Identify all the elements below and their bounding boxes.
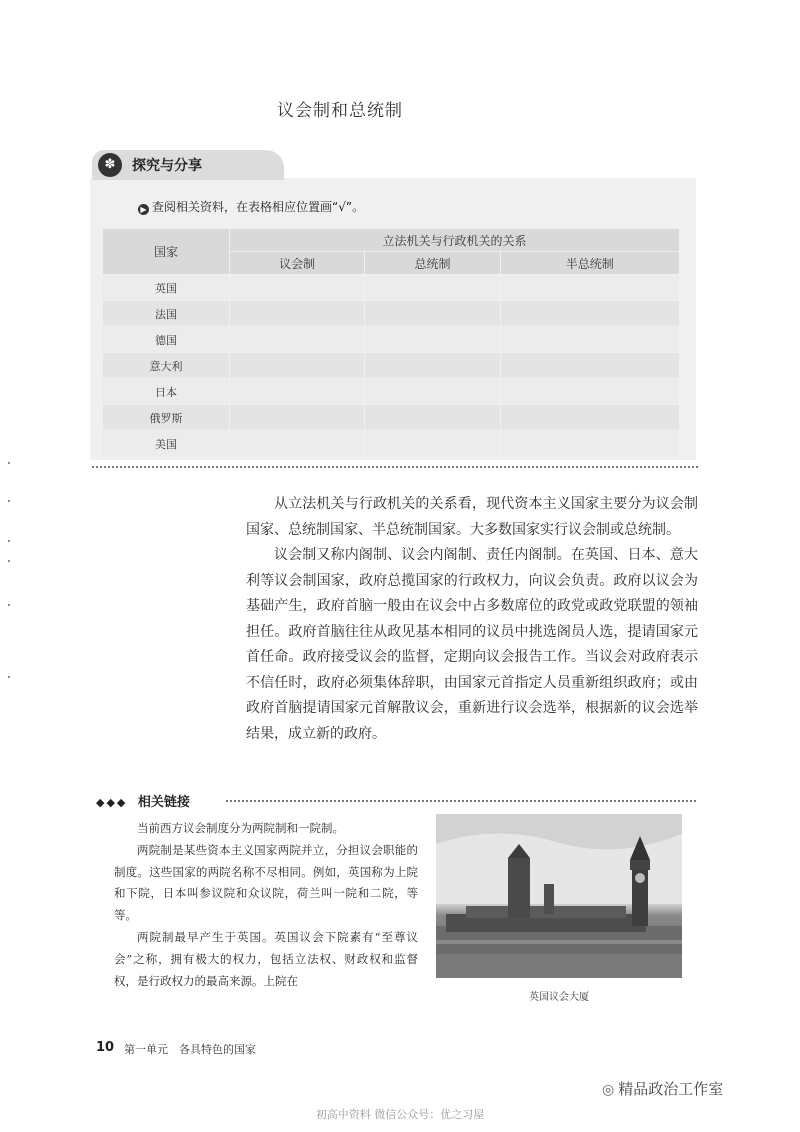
country-cell: 意大利 xyxy=(103,353,230,379)
table-row xyxy=(103,431,680,457)
body-paragraph: 议会制又称内阁制、议会内阁制、责任内阁制。在英国、日本、意大利等议会制国家，政府总揽国家的行政权力，向议会负责。政府以议会为基础产生，政府首脑一般由在议会中占多数席位的政党或政党联盟的领袖担任。政府首脑往往从政见基本相同的议员中挑选阁员人选，提请国家元首任命。政府接受议会的监督，定期向议会报告工作。当议会对政府表示不信任时，政府必须集体辞职，由国家元首指定人员重新组织政府；或由政府首脑提请国家元首解散议会，重新进行议会选举，根据新的议会选举结果，成立新的政府。 xyxy=(246,547,698,742)
margin-mark xyxy=(8,500,10,502)
subcol-presidential: 总统制 xyxy=(365,252,500,275)
col-country-header: 国家 xyxy=(103,229,230,275)
page-number: 10 xyxy=(96,1040,115,1055)
wechat-icon: ◎ xyxy=(602,1082,615,1098)
check-cell xyxy=(500,327,679,353)
check-cell xyxy=(230,405,365,431)
play-bullet-icon: ▶ xyxy=(138,204,149,215)
country-cell: 美国 xyxy=(103,431,230,457)
check-cell xyxy=(230,379,365,405)
dotted-divider xyxy=(226,800,696,802)
check-cell xyxy=(230,431,365,457)
parliament-photo xyxy=(436,814,682,978)
country-cell: 德国 xyxy=(103,327,230,353)
side-paragraph: 两院制是某些资本主义国家两院并立，分担议会职能的制度。这些国家的两院名称不尽相同。例如，英国称为上院和下院，日本叫参议院和众议院，荷兰叫一院和二院，等等。 xyxy=(114,842,418,923)
related-link-title: 相关链接 xyxy=(137,795,190,810)
table-row xyxy=(103,327,680,353)
check-cell xyxy=(365,405,500,431)
margin-mark xyxy=(8,676,10,678)
check-cell xyxy=(500,405,679,431)
country-cell: 法国 xyxy=(103,301,230,327)
side-paragraph: 两院制最早产生于英国。英国议会下院素有“至尊议会”之称，拥有极大的权力，包括立法权、财政权和监督权，是行政权力的最高来源。上院在 xyxy=(114,929,418,988)
check-cell xyxy=(230,353,365,379)
check-cell xyxy=(365,353,500,379)
related-link-header xyxy=(96,791,700,809)
table-row xyxy=(103,275,680,301)
check-cell xyxy=(230,301,365,327)
check-cell xyxy=(500,379,679,405)
puzzle-icon: ✽ xyxy=(98,153,122,177)
check-cell xyxy=(500,353,679,379)
col-group-header: 立法机关与行政机关的关系 xyxy=(230,229,680,252)
watermark xyxy=(602,1078,723,1099)
country-cell: 英国 xyxy=(103,275,230,301)
check-cell xyxy=(365,327,500,353)
diamond-marker-icon: ◆◆◆ xyxy=(96,796,128,809)
table-row xyxy=(103,301,680,327)
bottom-note: 初高中资料 微信公众号：优之习屋 xyxy=(315,1108,485,1121)
explore-title: 探究与分享 xyxy=(132,158,202,174)
instruction-text: 查阅相关资料，在表格相应位置画“√”。 xyxy=(152,200,365,214)
body-paragraph: 从立法机关与行政机关的关系看，现代资本主义国家主要分为议会制国家、总统制国家、半总统制国家。大多数国家实行议会制或总统制。 xyxy=(246,496,698,538)
watermark-text: 精品政治工作室 xyxy=(618,1080,724,1098)
parliament-illustration xyxy=(436,814,682,978)
margin-mark xyxy=(8,604,10,606)
check-cell xyxy=(500,275,679,301)
table-row xyxy=(103,353,680,379)
check-cell xyxy=(500,431,679,457)
check-cell xyxy=(365,379,500,405)
unit-title: 第一单元 各具特色的国家 xyxy=(124,1043,256,1056)
country-cell: 日本 xyxy=(103,379,230,405)
explore-instruction xyxy=(138,198,364,215)
side-paragraph: 当前西方议会制度分为两院制和一院制。 xyxy=(137,821,344,835)
photo-caption: 英国议会大厦 xyxy=(529,992,589,1003)
margin-mark xyxy=(8,560,10,562)
main-body-text xyxy=(246,492,698,747)
margin-mark xyxy=(8,540,10,542)
subcol-semi-presidential: 半总统制 xyxy=(500,252,679,275)
table-row xyxy=(103,405,680,431)
related-link-text xyxy=(114,818,418,992)
comparison-table xyxy=(102,228,680,457)
country-cell: 俄罗斯 xyxy=(103,405,230,431)
section-title: 议会制和总统制 xyxy=(277,101,403,121)
check-cell xyxy=(365,275,500,301)
check-cell xyxy=(230,275,365,301)
explore-header xyxy=(92,150,284,180)
subcol-parliamentary: 议会制 xyxy=(230,252,365,275)
check-cell xyxy=(230,327,365,353)
check-cell xyxy=(500,301,679,327)
margin-mark xyxy=(8,462,10,464)
check-cell xyxy=(365,431,500,457)
dotted-divider xyxy=(92,466,698,468)
table-row xyxy=(103,379,680,405)
check-cell xyxy=(365,301,500,327)
